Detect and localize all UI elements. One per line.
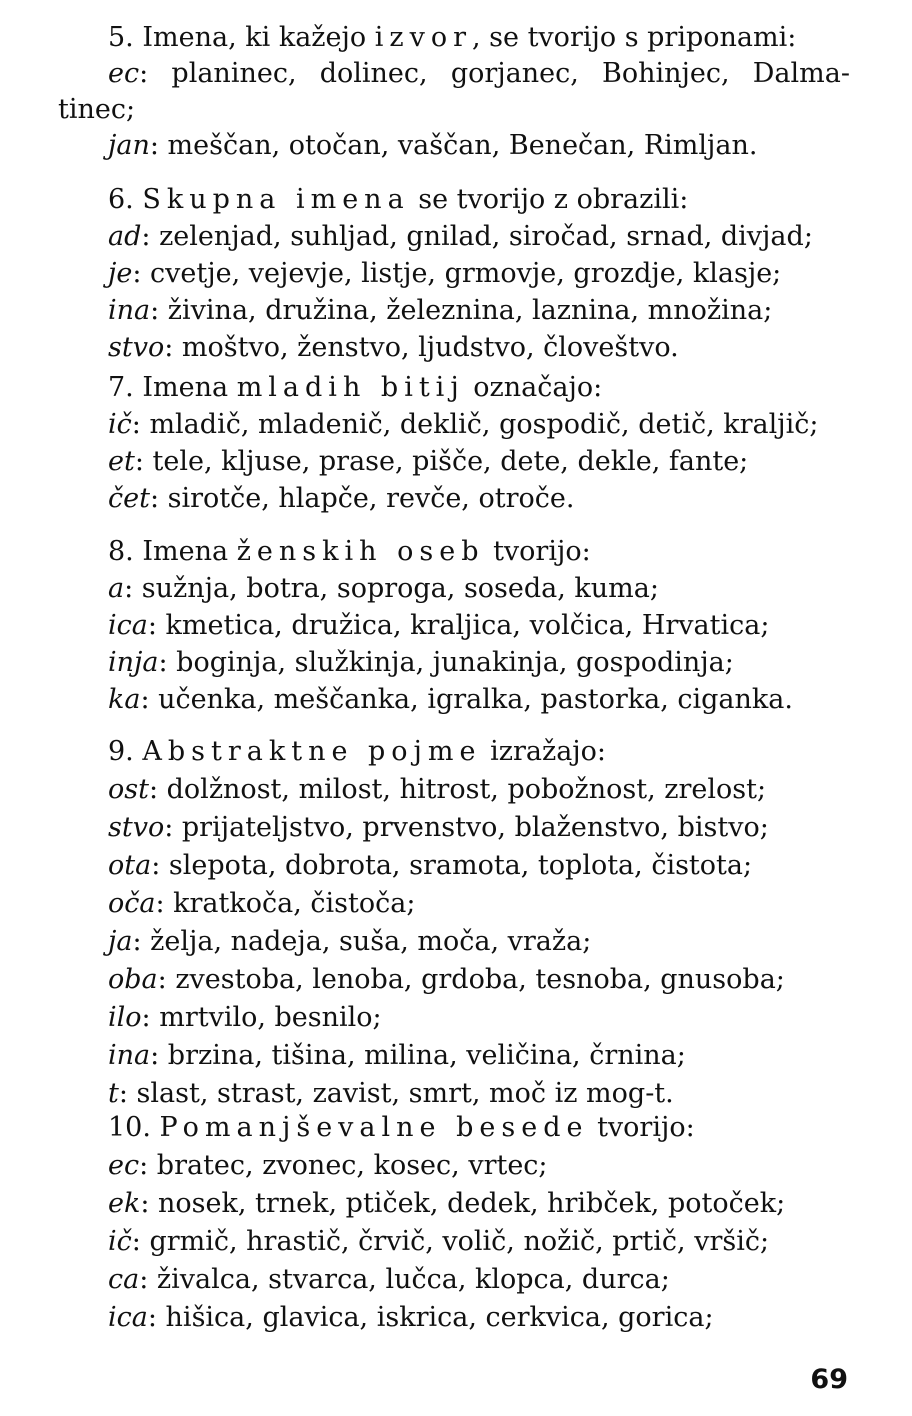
example-words: : slepota, dobrota, sramota, toplota, čistota; <box>151 850 753 881</box>
section-heading <box>108 732 850 772</box>
suffix: ek <box>108 1188 141 1219</box>
suffix: čet <box>108 483 150 514</box>
section-number: 9. <box>108 736 134 767</box>
example-words: : zvestoba, lenoba, grdoba, tesnoba, gnusoba; <box>157 964 785 995</box>
section-number: 7. <box>108 372 134 403</box>
section-heading <box>108 1108 850 1148</box>
suffix-line <box>108 1260 850 1300</box>
suffix-line <box>108 569 850 609</box>
suffix-line <box>108 1146 850 1186</box>
suffix: je <box>108 258 133 289</box>
suffix-line <box>108 998 850 1038</box>
example-words: : mrtvilo, besnilo; <box>141 1002 382 1033</box>
suffix: oba <box>108 964 158 995</box>
suffix-line <box>108 606 850 646</box>
example-words: : kratkoča, čistoča; <box>155 888 416 919</box>
heading-text: se tvorijo z obrazili: <box>418 184 689 215</box>
suffix: ina <box>108 1040 151 1071</box>
suffix: ilo <box>108 1002 142 1033</box>
section-number: 10. <box>108 1112 151 1143</box>
suffix: ka <box>108 684 141 715</box>
suffix: ad <box>108 221 142 252</box>
suffix-line <box>108 808 850 848</box>
suffix: stvo <box>108 332 165 363</box>
example-words: : boginja, služkinja, junakinja, gospodinja; <box>158 647 734 678</box>
suffix: ič <box>108 1226 132 1257</box>
suffix-line <box>108 442 850 482</box>
suffix: ja <box>108 926 133 957</box>
example-words: : moštvo, ženstvo, ljudstvo, človeštvo. <box>164 332 679 363</box>
example-words: : nosek, trnek, ptiček, dedek, hribček, potoček; <box>140 1188 786 1219</box>
suffix-line <box>108 884 850 924</box>
suffix: ič <box>108 409 132 440</box>
suffix-line <box>108 846 850 886</box>
heading-text: Imena, ki kažejo <box>142 22 367 53</box>
suffix-line <box>108 770 850 810</box>
example-words: : dolžnost, milost, hitrost, pobožnost, zrelost; <box>148 774 767 805</box>
section-heading <box>108 368 850 408</box>
example-words: : slast, strast, zavist, smrt, moč iz mog-t. <box>118 1078 674 1109</box>
suffix: inja <box>108 647 159 678</box>
suffix-line <box>108 922 850 962</box>
suffix: jan <box>108 130 150 161</box>
example-words: : učenka, meščanka, igralka, pastorka, ciganka. <box>140 684 793 715</box>
heading-spaced-term: Pomanjševalne besede <box>159 1112 589 1143</box>
heading-spaced-term: izvor <box>374 22 472 53</box>
example-words: : živalca, stvarca, lučca, klopca, durca; <box>139 1264 670 1295</box>
example-words: : zelenjad, suhljad, gnilad, siročad, srnad, divjad; <box>141 221 813 252</box>
suffix-line <box>108 126 850 166</box>
suffix-line <box>108 1222 850 1262</box>
suffix-line <box>108 54 850 94</box>
example-words: : tele, kljuse, prase, pišče, dete, dekle, fante; <box>134 446 749 477</box>
heading-spaced-term: Skupna imena <box>142 184 410 215</box>
suffix: t <box>108 1078 119 1109</box>
heading-text: , se tvorijo s priponami: <box>472 22 797 53</box>
section-heading <box>108 180 850 220</box>
suffix: ota <box>108 850 152 881</box>
suffix-line <box>108 643 850 683</box>
example-words: : prijateljstvo, prvenstvo, blaženstvo, bistvo; <box>164 812 769 843</box>
heading-text: označajo: <box>473 372 603 403</box>
section-number: 8. <box>108 536 134 567</box>
suffix: ca <box>108 1264 140 1295</box>
suffix: ica <box>108 1302 148 1333</box>
example-words: : sirotče, hlapče, revče, otroče. <box>149 483 575 514</box>
suffix: ost <box>108 774 149 805</box>
suffix-line <box>108 1036 850 1076</box>
suffix-line <box>108 405 850 445</box>
suffix-line <box>108 1184 850 1224</box>
example-words: : meščan, otočan, vaščan, Benečan, Rimljan. <box>149 130 758 161</box>
suffix: a <box>108 573 125 604</box>
heading-text: Imena <box>142 372 229 403</box>
heading-text: izražajo: <box>490 736 607 767</box>
suffix: et <box>108 446 135 477</box>
suffix: ica <box>108 610 148 641</box>
section-heading <box>108 18 850 58</box>
heading-spaced-term: Abstraktne pojme <box>142 736 482 767</box>
example-words: : kmetica, družica, kraljica, volčica, Hrvatica; <box>147 610 770 641</box>
heading-spaced-term: ženskih oseb <box>236 536 485 567</box>
example-words: : brzina, tišina, milina, veličina, črnina; <box>150 1040 686 1071</box>
example-words: tinec; <box>58 94 136 125</box>
suffix-line <box>108 479 850 519</box>
section-number: 5. <box>108 22 134 53</box>
page-number: 69 <box>810 1364 848 1395</box>
suffix-line <box>108 291 850 331</box>
heading-text: Imena <box>142 536 229 567</box>
heading-text: tvorijo: <box>597 1112 695 1143</box>
example-words: : bratec, zvonec, kosec, vrtec; <box>139 1150 548 1181</box>
section-heading <box>108 532 850 572</box>
suffix: ec <box>108 58 140 89</box>
suffix-line <box>108 254 850 294</box>
heading-spaced-term: mladih bitij <box>236 372 465 403</box>
example-words: : planinec, dolinec, gorjanec, Bohinjec, Dalma- <box>139 58 850 89</box>
example-words: : cvetje, vejevje, listje, grmovje, grozdje, klasje; <box>132 258 782 289</box>
section-number: 6. <box>108 184 134 215</box>
example-words: : živina, družina, železnina, laznina, množina; <box>150 295 773 326</box>
suffix-line <box>108 680 850 720</box>
example-words: : želja, nadeja, suša, moča, vraža; <box>132 926 592 957</box>
example-words: : mladič, mladenič, deklič, gospodič, detič, kraljič; <box>131 409 819 440</box>
suffix: oča <box>108 888 156 919</box>
example-words: : hišica, glavica, iskrica, cerkvica, gorica; <box>147 1302 714 1333</box>
example-words: : sužnja, botra, soproga, soseda, kuma; <box>124 573 659 604</box>
suffix: ina <box>108 295 151 326</box>
example-words: : grmič, hrastič, črvič, volič, nožič, prtič, vršič; <box>131 1226 770 1257</box>
suffix-line <box>108 1298 850 1338</box>
heading-text: tvorijo: <box>493 536 591 567</box>
suffix: ec <box>108 1150 140 1181</box>
suffix-line <box>108 328 850 368</box>
suffix: stvo <box>108 812 165 843</box>
continuation-line <box>58 90 850 130</box>
suffix-line <box>108 217 850 257</box>
suffix-line <box>108 960 850 1000</box>
